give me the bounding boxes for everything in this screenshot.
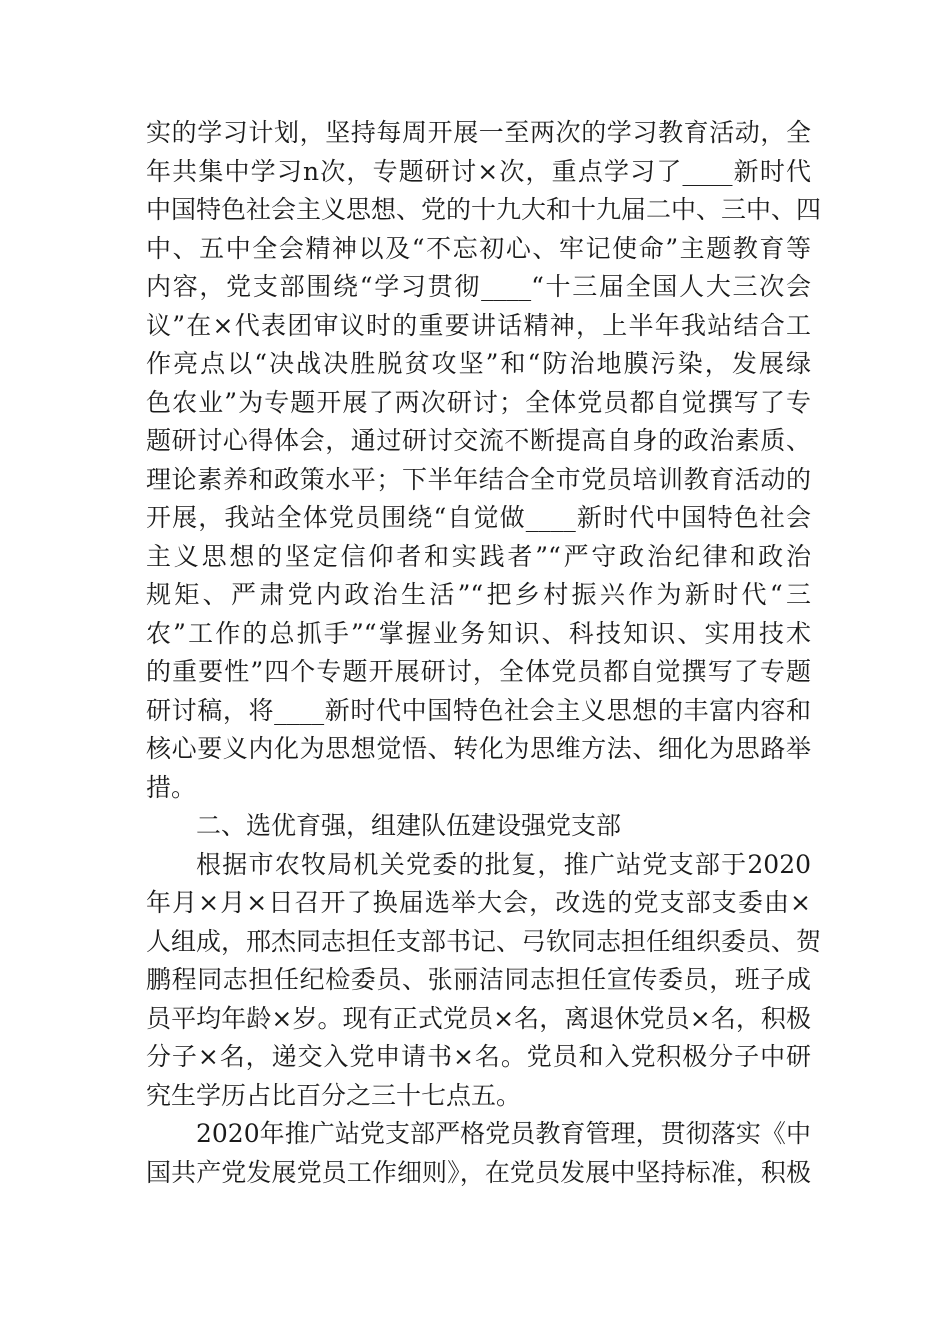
text-line: 中、五中全会精神以及“不忘初心、牢记使命”主题教育等: [146, 233, 811, 263]
document-body: [146, 114, 822, 1192]
text-line: 究生学历占比百分之三十七点五。: [146, 1080, 522, 1110]
text-line: 理论素养和政策水平；下半年结合全市党员培训教育活动的: [146, 464, 811, 494]
text-line: 开展，我站全体党员围绕“自觉做____新时代中国特色社会: [146, 503, 811, 532]
text-line: 年共集中学习n次，专题研讨×次，重点学习了____新时代: [146, 156, 811, 186]
text-line: 实的学习计划，坚持每周开展一至两次的学习教育活动，全: [146, 118, 811, 147]
text-line: 分子×名，递交入党申请书×名。党员和入党积极分子中研: [146, 1042, 811, 1071]
text-line: 国共产党发展党员工作细则》，在党员发展中坚持标准，积极: [146, 1157, 811, 1187]
paragraph-member-management: [146, 1115, 811, 1192]
text-line: 人组成，邢杰同志担任支部书记、弓钦同志担任组织委员、贺: [146, 926, 822, 956]
section-heading: 二、选优育强，组建队伍建设强党支部: [196, 811, 622, 840]
text-line: 议”在×代表团审议时的重要讲话精神，上半年我站结合工: [146, 310, 811, 340]
text-line: 员平均年龄×岁。现有正式党员×名，离退休党员×名，积极: [146, 1003, 811, 1033]
text-line: 年月×月×日召开了换届选举大会，改选的党支部支委由×: [146, 888, 811, 917]
text-line: 作亮点以“决战决胜脱贫攻坚”和“防治地膜污染，发展绿: [146, 349, 811, 378]
text-line: 内容，党支部围绕“学习贯彻____“十三届全国人大三次会: [146, 272, 811, 301]
text-line: 的重要性”四个专题开展研讨，全体党员都自觉撰写了专题: [146, 657, 811, 686]
text-line: 农”工作的总抓手”“掌握业务知识、科技知识、实用技术: [146, 618, 811, 648]
text-line: 核心要义内化为思想觉悟、转化为思维方法、细化为思路举: [146, 734, 811, 763]
text-line: 色农业”为专题开展了两次研讨；全体党员都自觉撰写了专: [146, 387, 811, 417]
text-line: 措。: [146, 772, 197, 802]
text-line: 根据市农牧局机关党委的批复，推广站党支部于2020: [196, 849, 811, 879]
text-line: 研讨稿，将____新时代中国特色社会主义思想的丰富内容和: [146, 695, 811, 725]
text-line: 题研讨心得体会，通过研讨交流不断提高自身的政治素质、: [146, 426, 811, 455]
paragraph-branch-election: [146, 846, 822, 1116]
text-line: 中国特色社会主义思想、党的十九大和十九届二中、三中、四: [146, 195, 822, 224]
text-line: 2020年推广站党支部严格党员教育管理，贯彻落实《中: [196, 1119, 811, 1148]
paragraph-study-activities: [146, 114, 822, 807]
text-line: 主义思想的坚定信仰者和实践者”“严守政治纪律和政治: [146, 541, 811, 571]
text-line: 鹏程同志担任纪检委员、张丽洁同志担任宣传委员，班子成: [146, 965, 811, 994]
text-line: 规矩、严肃党内政治生活”“把乡村振兴作为新时代“三: [146, 580, 811, 609]
